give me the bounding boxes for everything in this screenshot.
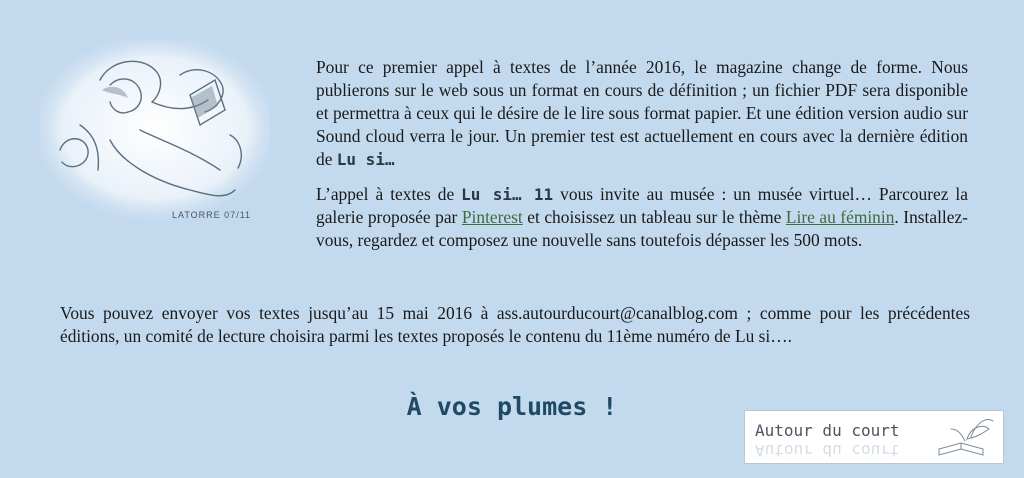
intro-paragraph-1-text: Pour ce premier appel à textes de l’année 2016, le magazine change de forme. Nous publierons sur le web sous un format en cours de définition ; un fichier PDF sera disponible et permettra à ceux qui le désire de le lire sous format papier. Et une édition version audio sur Sound cloud verra le jour. Un premier test est actuellement en cours avec la dernière édition de <box>316 57 968 169</box>
slogan: À vos plumes ! <box>406 392 618 421</box>
intro-paragraph-2-part4: . Installez-vous, regardez et composez une nouvelle sans toutefois dépasser les 500 mots. <box>316 207 968 250</box>
logo-text: Autour du court <box>755 421 900 440</box>
autour-du-court-logo[interactable] <box>744 410 1004 464</box>
intro-text <box>316 56 968 264</box>
submission-paragraph: Vous pouvez envoyer vos textes jusqu’au 15 mai 2016 à ass.autourducourt@canalblog.com ; comme pour les précédentes éditions, un comité de lecture choisira parmi les textes proposés le contenu du 11ème numéro de Lu si…. <box>60 303 970 346</box>
woman-reading-sketch-icon <box>40 40 270 220</box>
artist-signature: LATORRE 07/11 <box>172 210 252 220</box>
pinterest-link[interactable]: Pinterest <box>461 207 523 227</box>
intro-paragraph-1 <box>316 56 968 171</box>
intro-paragraph-2-part3: et choisissez un tableau sur le thème <box>527 207 782 227</box>
magazine-issue-title: Lu si… 11 <box>461 185 554 204</box>
lire-au-feminin-link[interactable]: Lire au féminin <box>785 207 895 227</box>
submission-info <box>60 302 970 348</box>
intro-paragraph-2-part2: vous invite au musée : un musée virtuel… Parcourez la galerie proposée par <box>316 184 968 227</box>
intro-paragraph-2 <box>316 183 968 252</box>
magazine-title: Lu si… <box>336 150 395 169</box>
logo-text-reflection: Autour du court <box>755 441 900 460</box>
woman-reading-illustration <box>40 40 270 220</box>
intro-paragraph-2-part1: L’appel à textes de <box>316 184 455 204</box>
book-flower-icon <box>931 415 997 461</box>
